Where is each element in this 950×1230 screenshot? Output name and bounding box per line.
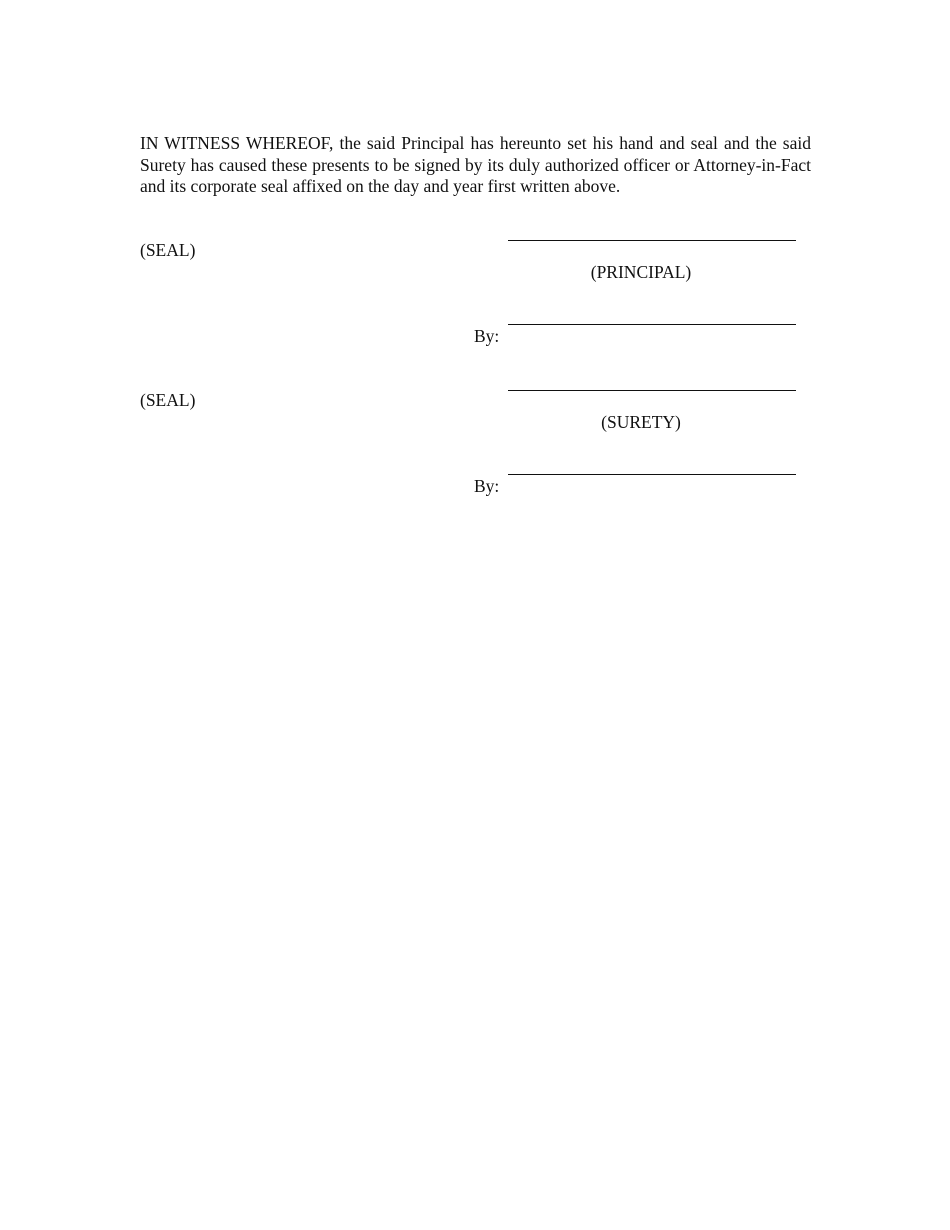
principal-signature-line	[508, 240, 796, 241]
surety-by-signature-line	[508, 474, 796, 475]
surety-seal-label: (SEAL)	[140, 390, 196, 410]
surety-signature-line	[508, 390, 796, 391]
witness-clause: IN WITNESS WHEREOF, the said Principal has hereunto set his hand and seal and the said Surety has caused these presents to be signed by its duly authorized officer or Attorney-in-Fact and its corporate seal affixed on the day and year first written above.	[140, 133, 811, 196]
principal-seal-label: (SEAL)	[140, 240, 196, 260]
principal-caption: (PRINCIPAL)	[590, 262, 692, 282]
principal-by-label: By:	[474, 326, 500, 346]
surety-by-label: By:	[474, 476, 500, 496]
principal-by-signature-line	[508, 324, 796, 325]
surety-caption: (SURETY)	[601, 412, 681, 432]
